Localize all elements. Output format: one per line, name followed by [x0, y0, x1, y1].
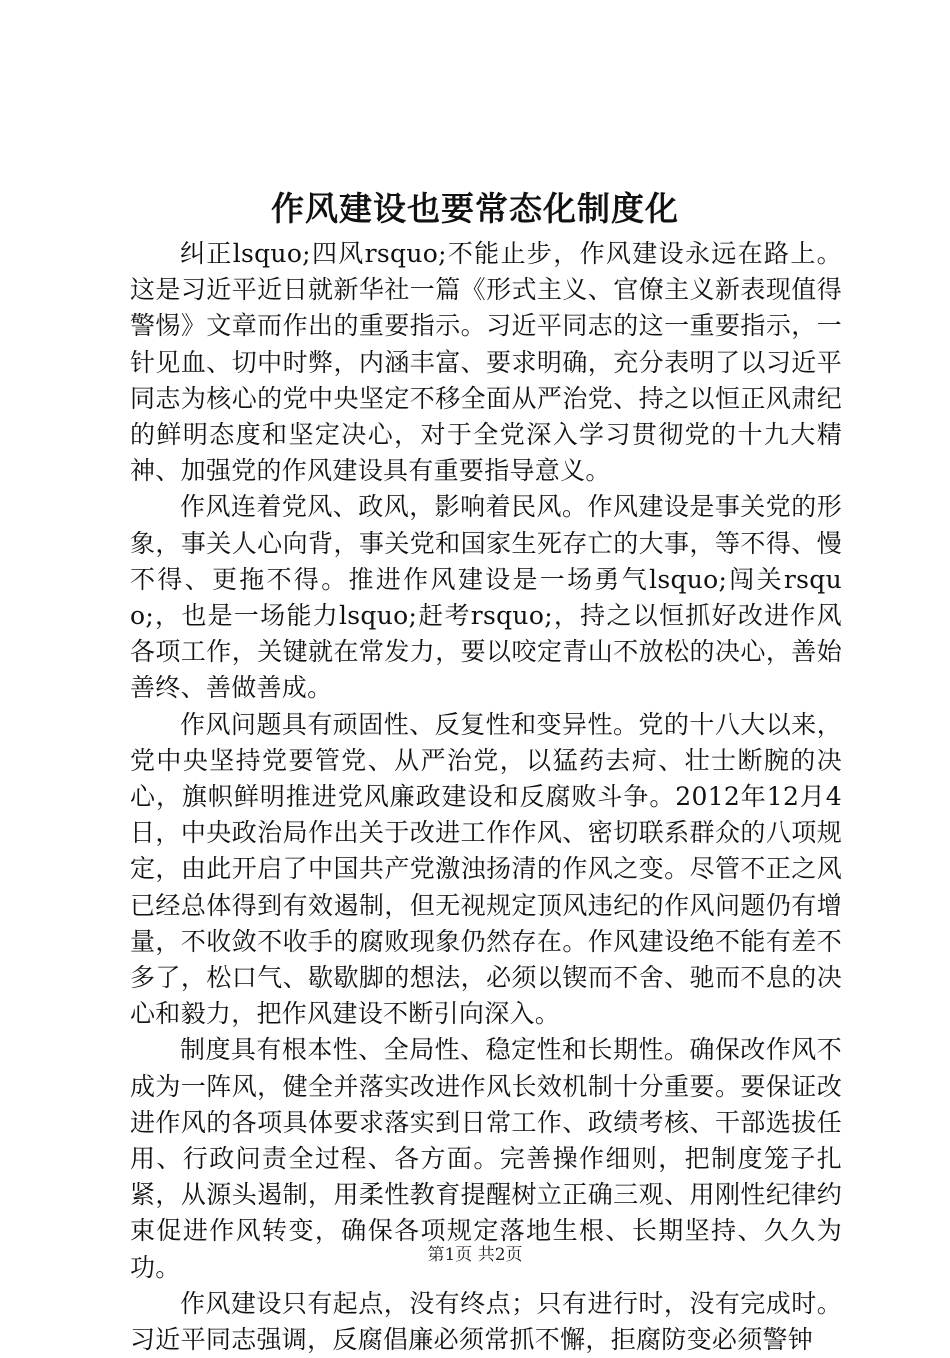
page-number-footer: 第1页 共2页 [427, 1245, 523, 1265]
document-body [130, 236, 842, 1358]
paragraph-4: 制度具有根本性、全局性、稳定性和长期性。确保改作风不成为一阵风，健全并落实改进作风长效机制十分重要。要保证改进作风的各项具体要求落实到日常工作、政绩考核、干部选拔任用、行政问责全过程、各方面。完善操作细则，把制度笼子扎紧，从源头遏制，用柔性教育提醒树立正确三观、用刚性纪律约束促进作风转变，确保各项规定落地生根、长期坚持、久久为功。 [130, 1035, 842, 1282]
paragraph-1: 纠正lsquo;四风rsquo;不能止步，作风建设永远在路上。这是习近平近日就新华社一篇《形式主义、官僚主义新表现值得警惕》文章而作出的重要指示。习近平同志的这一重要指示，一针见血、切中时弊，内涵丰富、要求明确，充分表明了以习近平同志为核心的党中央坚定不移全面从严治党、持之以恒正风肃纪的鲜明态度和坚定决心，对于全党深入学习贯彻党的十九大精神、加强党的作风建设具有重要指导意义。 [130, 239, 842, 486]
paragraph-5: 作风建设只有起点，没有终点；只有进行时，没有完成时。习近平同志强调，反腐倡廉必须常抓不懈，拒腐防变必须警钟 [130, 1288, 842, 1355]
paragraph-2: 作风连着党风、政风，影响着民风。作风建设是事关党的形象，事关人心向背，事关党和国家生死存亡的大事，等不得、慢不得、更拖不得。推进作风建设是一场勇气lsquo;闯关rsquo;，也是一场能力lsquo;赶考rsquo;，持之以恒抓好改进作风各项工作，关键就在常发力，要以咬定青山不放松的决心，善始善终、善做善成。 [130, 492, 842, 703]
document-title: 作风建设也要常态化制度化 [271, 189, 679, 228]
paragraph-3: 作风问题具有顽固性、反复性和变异性。党的十八大以来，党中央坚持党要管党、从严治党，以猛药去疴、壮士断腕的决心，旗帜鲜明推进党风廉政建设和反腐败斗争。2012年12月4日，中央政治局作出关于改进工作作风、密切联系群众的八项规定，由此开启了中国共产党激浊扬清的作风之变。尽管不正之风已经总体得到有效遏制，但无视规定顶风违纪的作风问题仍有增量，不收敛不收手的腐败现象仍然存在。作风建设绝不能有差不多了，松口气、歇歇脚的想法，必须以锲而不舍、驰而不息的决心和毅力，把作风建设不断引向深入。 [130, 709, 842, 1029]
